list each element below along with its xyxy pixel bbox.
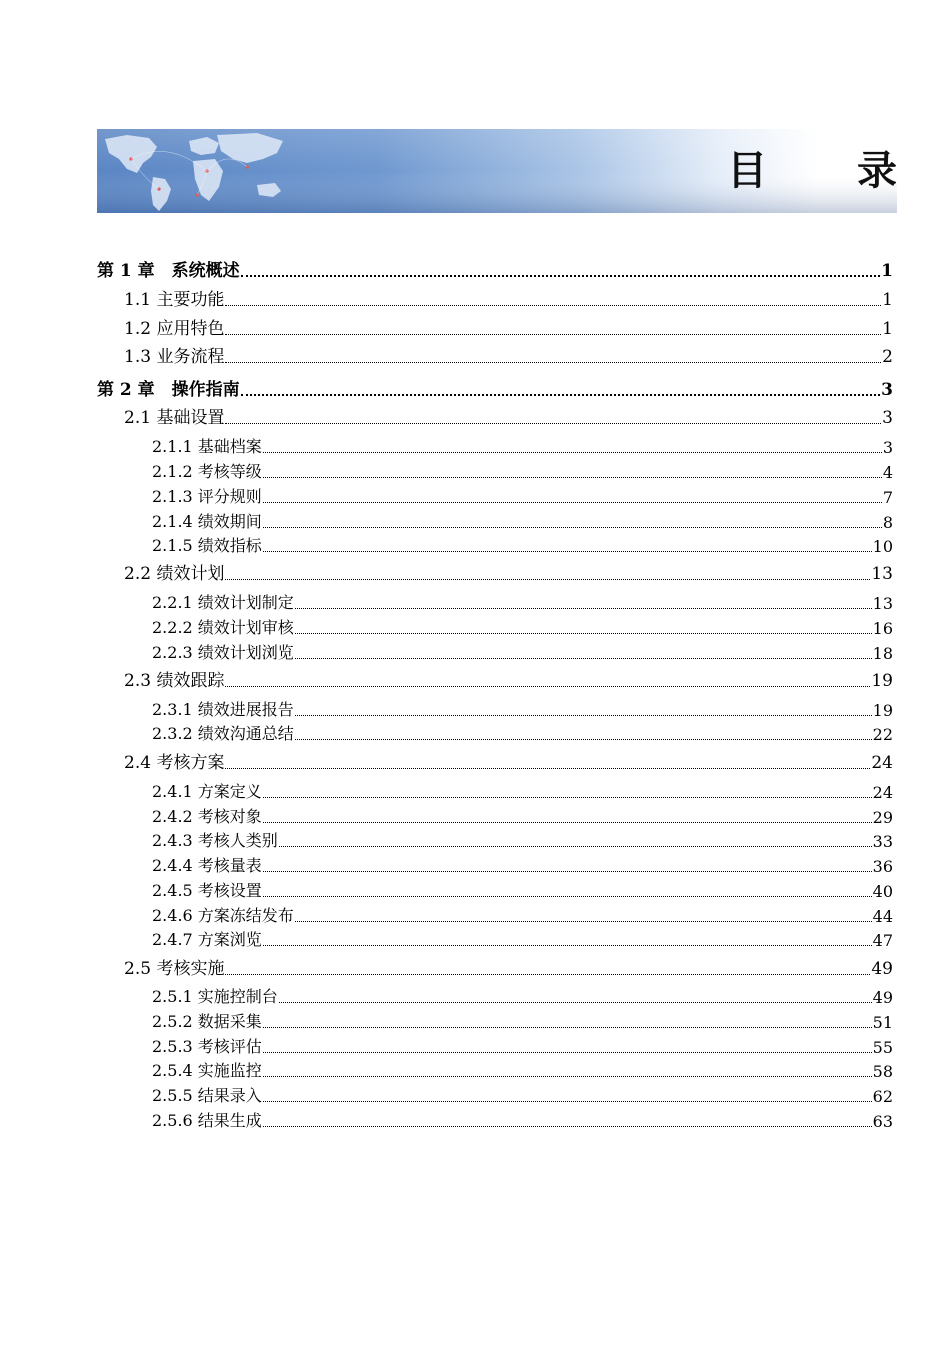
dot-leader [225, 957, 870, 975]
toc-entry-title: 2.3.1 绩效进展报告 [152, 700, 294, 719]
toc-entry-level-1[interactable] [97, 257, 893, 281]
toc-entry-level-2[interactable] [124, 667, 893, 691]
toc-page-number: 3 [881, 380, 893, 400]
toc-entry-level-3[interactable] [152, 1082, 893, 1106]
toc-page-number: 1 [882, 319, 893, 339]
dot-leader [295, 642, 872, 659]
dot-leader [263, 781, 872, 798]
toc-page-number: 36 [872, 857, 893, 876]
toc-entry-title: 1.2 应用特色 [124, 319, 225, 339]
toc-entry-level-3[interactable] [152, 483, 893, 507]
dot-leader [279, 830, 872, 847]
toc-entry-title: 2.5.1 实施控制台 [152, 987, 278, 1006]
toc-entry-title: 2.3 绩效跟踪 [124, 671, 225, 691]
toc-page-number: 40 [872, 882, 893, 901]
toc-entry-title: 2.4.3 考核人类别 [152, 831, 278, 850]
toc-entry-level-3[interactable] [152, 433, 893, 457]
toc-page-number: 63 [872, 1112, 893, 1131]
toc-page-number: 8 [882, 513, 893, 532]
toc-entry-level-3[interactable] [152, 827, 893, 851]
toc-entry-title: 2.4.5 考核设置 [152, 881, 262, 900]
dot-leader [263, 806, 872, 823]
dot-leader [263, 1036, 872, 1053]
toc-entry-title: 2.2.3 绩效计划浏览 [152, 643, 294, 662]
toc-entry-title: 2.1.4 绩效期间 [152, 512, 262, 531]
toc-entry-title: 2.5.4 实施监控 [152, 1061, 262, 1080]
toc-entry-level-3[interactable] [152, 614, 893, 638]
toc-entry-level-3[interactable] [152, 639, 893, 663]
page-title: 目 录 [727, 148, 935, 194]
toc-entry-title: 2.1.5 绩效指标 [152, 536, 262, 555]
toc-entry-level-3[interactable] [152, 902, 893, 926]
dot-leader [225, 562, 870, 580]
toc-entry-level-3[interactable] [152, 803, 893, 827]
toc-entry-title: 2.4.4 考核量表 [152, 856, 262, 875]
toc-entry-title: 2.2.1 绩效计划制定 [152, 593, 294, 612]
toc-entry-level-2[interactable] [124, 404, 893, 428]
toc-entry-level-2[interactable] [124, 315, 893, 339]
toc-page-number: 51 [872, 1013, 893, 1032]
toc-entry-title: 1.3 业务流程 [124, 347, 225, 367]
dot-leader [263, 511, 882, 528]
toc-entry-level-2[interactable] [124, 560, 893, 584]
toc-page-number: 22 [872, 725, 893, 744]
toc-entry-level-3[interactable] [152, 852, 893, 876]
toc-entry-level-3[interactable] [152, 983, 893, 1007]
toc-entry-level-3[interactable] [152, 877, 893, 901]
toc-entry-level-3[interactable] [152, 778, 893, 802]
toc-entry-title: 2.3.2 绩效沟通总结 [152, 724, 294, 743]
toc-page-number: 62 [872, 1087, 893, 1106]
toc-page-number: 47 [872, 931, 893, 950]
toc-entry-level-3[interactable] [152, 1107, 893, 1131]
toc-page-number: 33 [872, 832, 893, 851]
toc-page-number: 3 [882, 438, 893, 457]
toc-page-number: 19 [871, 671, 893, 691]
toc-page-number: 55 [872, 1038, 893, 1057]
toc-page-number: 4 [882, 463, 893, 482]
dot-leader [225, 288, 881, 306]
dot-leader [295, 617, 872, 634]
toc-entry-title: 2.4.1 方案定义 [152, 782, 262, 801]
toc-entry-level-3[interactable] [152, 1008, 893, 1032]
toc-entry-level-3[interactable] [152, 926, 893, 950]
toc-entry-level-2[interactable] [124, 343, 893, 367]
dot-leader [263, 1011, 872, 1028]
toc-entry-level-3[interactable] [152, 508, 893, 532]
toc-page-number: 19 [872, 701, 893, 720]
toc-entry-title: 2.5.5 结果录入 [152, 1086, 262, 1105]
toc-entry-level-2[interactable] [124, 749, 893, 773]
toc-page-number: 44 [872, 907, 893, 926]
toc-entry-level-3[interactable] [152, 1057, 893, 1081]
toc-entry-level-1[interactable] [97, 376, 893, 400]
dot-leader [295, 592, 872, 609]
toc-page-number: 1 [881, 261, 893, 281]
toc-page-number: 49 [872, 988, 893, 1007]
header-banner [97, 129, 935, 213]
dot-leader [225, 751, 870, 769]
dot-leader [263, 461, 882, 478]
toc-entry-level-3[interactable] [152, 696, 893, 720]
toc-page-number: 2 [882, 347, 893, 367]
toc-entry-title: 2.4.2 考核对象 [152, 807, 262, 826]
toc-entry-title: 2.2 绩效计划 [124, 564, 225, 584]
toc-entry-level-2[interactable] [124, 955, 893, 979]
toc-entry-title: 2.5.6 结果生成 [152, 1111, 262, 1130]
dot-leader [295, 699, 872, 716]
toc-entry-title: 2.1.3 评分规则 [152, 487, 262, 506]
toc-entry-title: 1.1 主要功能 [124, 290, 225, 310]
toc-page-number: 18 [872, 644, 893, 663]
toc-entry-title: 2.1.2 考核等级 [152, 462, 262, 481]
toc-entry-title: 2.2.2 绩效计划审核 [152, 618, 294, 637]
dot-leader [263, 880, 872, 897]
toc-entry-title: 2.5 考核实施 [124, 959, 225, 979]
toc-entry-title: 2.1.1 基础档案 [152, 437, 262, 456]
toc-entry-title: 2.4 考核方案 [124, 753, 225, 773]
toc-entry-title: 2.5.2 数据采集 [152, 1012, 262, 1031]
toc-entry-level-2[interactable] [124, 286, 893, 310]
toc-entry-title: 第 2 章 操作指南 [97, 380, 240, 400]
toc-page-number: 13 [872, 594, 893, 613]
dot-leader [263, 855, 872, 872]
toc-entry-level-3[interactable] [152, 720, 893, 744]
toc-entry-level-3[interactable] [152, 532, 893, 556]
dot-leader [295, 723, 872, 740]
dot-leader [225, 669, 870, 687]
dot-leader [263, 535, 872, 552]
toc-page-number: 24 [872, 783, 893, 802]
toc-entry-title: 2.5.3 考核评估 [152, 1037, 262, 1056]
dot-leader [225, 345, 881, 363]
dot-leader [295, 905, 872, 922]
toc-entry-title: 第 1 章 系统概述 [97, 261, 240, 281]
dot-leader [241, 377, 880, 396]
toc-page-number: 3 [882, 408, 893, 428]
dot-leader [263, 486, 882, 503]
dot-leader [241, 258, 880, 277]
dot-leader [225, 406, 881, 424]
toc-entry-level-3[interactable] [152, 589, 893, 613]
toc-page-number: 24 [871, 753, 893, 773]
toc-entry-title: 2.4.6 方案冻结发布 [152, 906, 294, 925]
toc-page-number: 58 [872, 1062, 893, 1081]
toc-page-number: 49 [871, 959, 893, 979]
toc-page-number: 1 [882, 290, 893, 310]
toc-page-number: 16 [872, 619, 893, 638]
toc-entry-level-3[interactable] [152, 458, 893, 482]
toc-page-number: 29 [872, 808, 893, 827]
toc-page-number: 10 [872, 537, 893, 556]
dot-leader [263, 1060, 872, 1077]
toc-page-number: 7 [882, 488, 893, 507]
dot-leader [263, 1085, 872, 1102]
toc-entry-level-3[interactable] [152, 1033, 893, 1057]
toc-page-number: 13 [871, 564, 893, 584]
toc-entry-title: 2.4.7 方案浏览 [152, 930, 262, 949]
dot-leader [225, 317, 881, 335]
toc-entry-title: 2.1 基础设置 [124, 408, 225, 428]
dot-leader [263, 1110, 872, 1127]
dot-leader [263, 436, 882, 453]
dot-leader [263, 929, 872, 946]
dot-leader [279, 986, 872, 1003]
